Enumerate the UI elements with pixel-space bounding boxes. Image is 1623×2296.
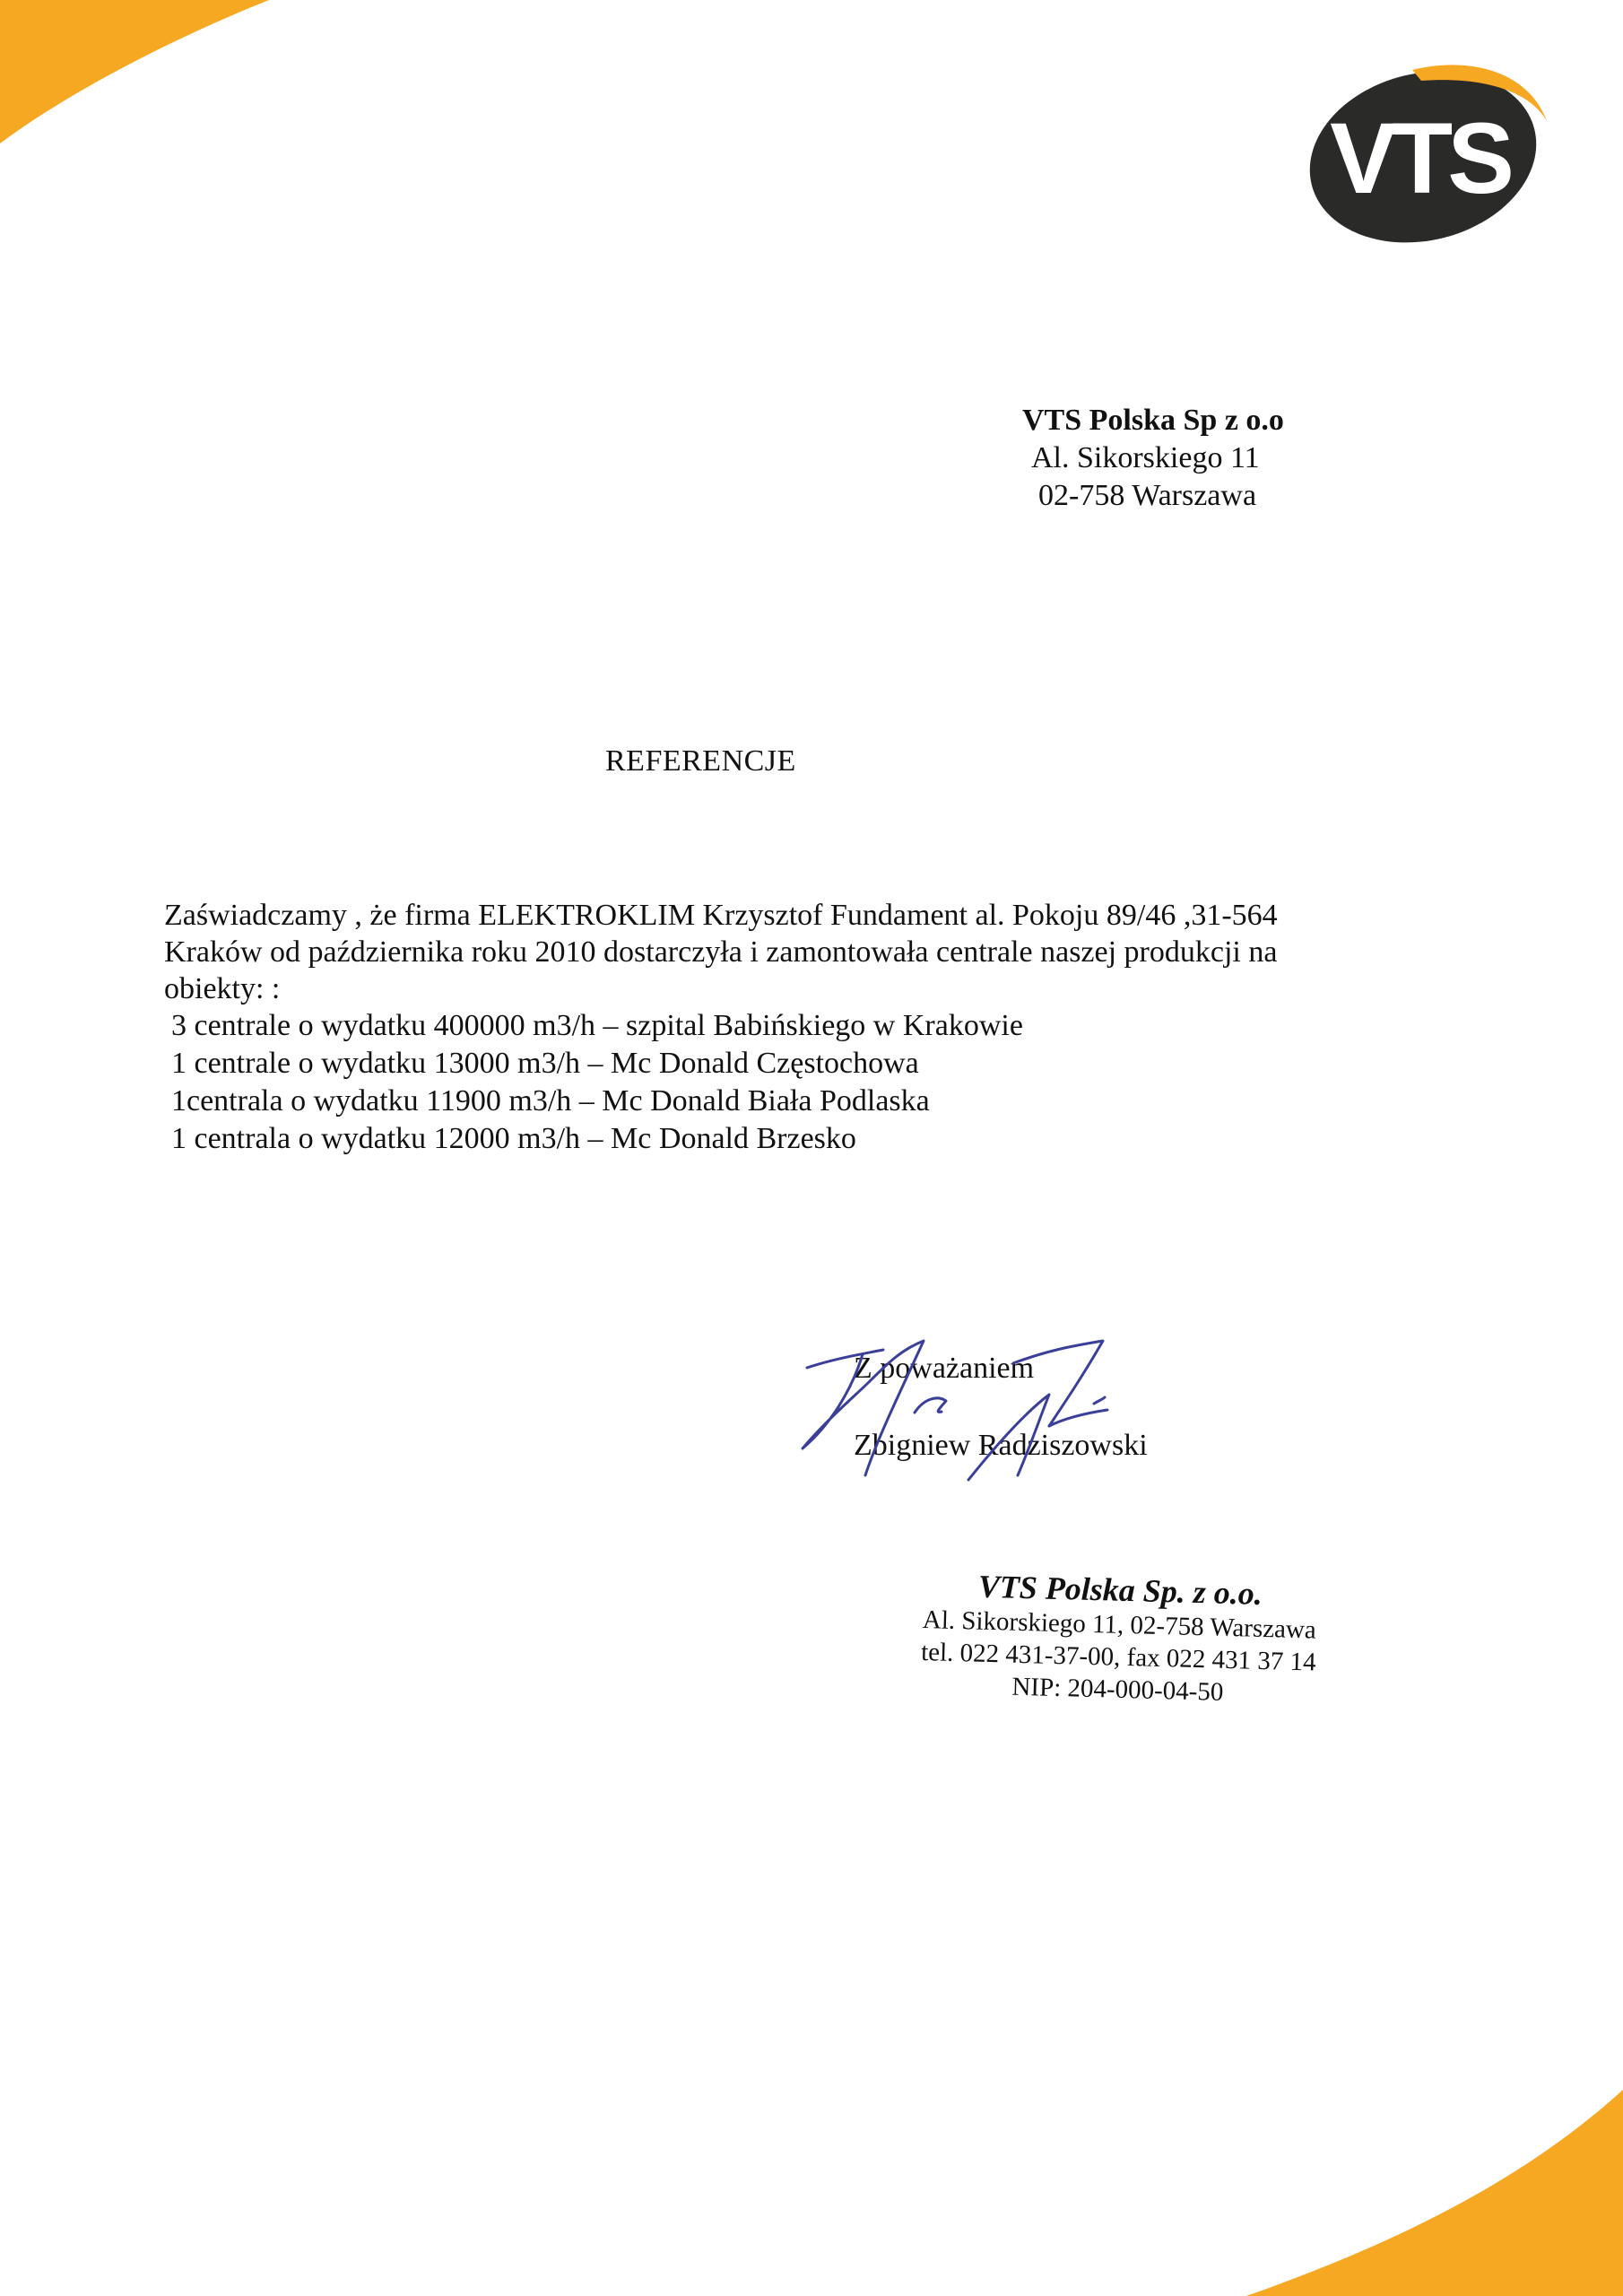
document-title: REFERENCJE <box>605 744 796 778</box>
top-left-orange-swoosh <box>0 0 269 144</box>
paragraph-line: Zaświadczamy , że firma ELEKTROKLIM Krzysztof Fundament al. Pokoju 89/46 ,31-564 <box>164 899 1278 932</box>
project-item: 1centrala o wydatku 11900 m3/h – Mc Donald Biała Podlaska <box>171 1084 930 1118</box>
stamp-phone-fax: tel. 022 431-37-00, fax 022 431 37 14 <box>920 1638 1317 1677</box>
letter-body <box>164 897 1455 1158</box>
stamp-company-name: VTS Polska Sp. z o.o. <box>977 1568 1263 1612</box>
closing-phrase: Z poważaniem <box>854 1352 1035 1385</box>
project-item: 1 centrale o wydatku 13000 m3/h – Mc Donald Częstochowa <box>171 1047 919 1080</box>
project-list <box>164 1007 1455 1158</box>
sender-street: Al. Sikorskiego 11 <box>1031 441 1260 474</box>
company-stamp <box>884 1565 1354 1712</box>
paragraph-line: Kraków od października roku 2010 dostarczyła i zamontowała centrale naszej produkcji na <box>164 935 1278 969</box>
stamp-address: Al. Sikorskiego 11, 02-758 Warszawa <box>922 1605 1317 1645</box>
handwritten-signature <box>780 1327 1211 1507</box>
paragraph-line: obiekty: : <box>164 972 281 1005</box>
project-item: 1 centrala o wydatku 12000 m3/h – Mc Donald Brzesko <box>171 1122 856 1155</box>
vts-logo <box>1305 45 1551 247</box>
logo-text: VTS <box>1330 102 1509 214</box>
sender-city: 02-758 Warszawa <box>1038 479 1257 512</box>
stamp-nip: NIP: 204-000-04-50 <box>1011 1672 1224 1707</box>
signer-name: Zbigniew Radziszowski <box>854 1429 1148 1462</box>
sender-address <box>1022 402 1284 515</box>
project-item: 3 centrale o wydatku 400000 m3/h – szpital Babińskiego w Krakowie <box>171 1009 1023 1042</box>
bottom-right-orange-swoosh <box>1246 2090 1623 2296</box>
sender-company-name: VTS Polska Sp z o.o <box>1022 404 1284 437</box>
